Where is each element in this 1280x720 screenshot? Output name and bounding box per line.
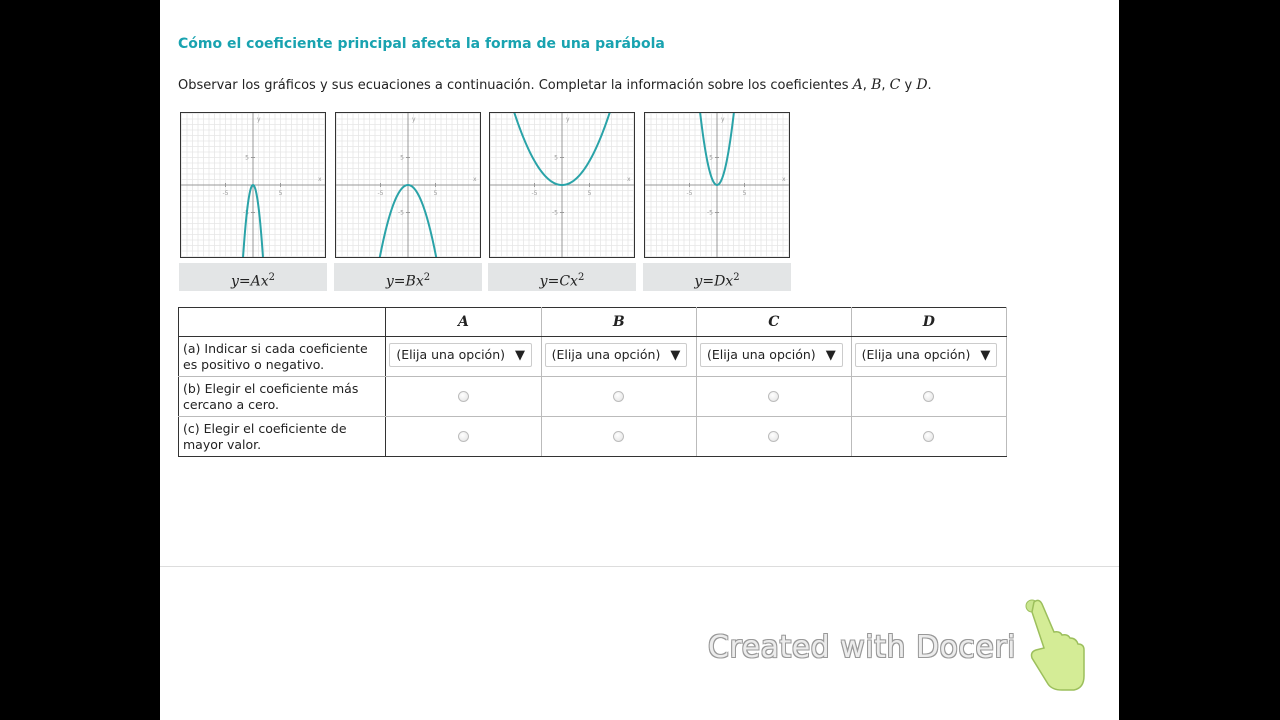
pointing-hand-icon	[1022, 598, 1086, 692]
page-title: Cómo el coeficiente principal afecta la forma de una parábola	[178, 36, 665, 52]
select-placeholder: (Elija una opción)	[396, 346, 505, 362]
radio-button[interactable]	[768, 391, 779, 402]
radio-cell	[697, 377, 852, 417]
var-c: C	[889, 77, 901, 93]
radio-button[interactable]	[768, 431, 779, 442]
equation-coefficient: C	[559, 273, 571, 290]
row-label: (a) Indicar si cada coeficiente es positivo o negativo.	[179, 337, 386, 377]
radio-button[interactable]	[458, 431, 469, 442]
divider	[160, 566, 1119, 567]
graph-canvas	[645, 113, 789, 257]
select-cell	[851, 337, 1006, 377]
equation-prefix: y=	[694, 273, 715, 290]
instructions	[178, 77, 932, 93]
dropdown-arrow-icon: ▼	[515, 347, 525, 363]
equation-coefficient: B	[405, 273, 416, 290]
dropdown-arrow-icon: ▼	[670, 347, 681, 363]
radio-button[interactable]	[613, 431, 624, 442]
var-d: D	[916, 77, 928, 93]
conj: y	[900, 78, 917, 93]
column-header: B	[541, 308, 696, 337]
parabola-graph	[644, 112, 790, 258]
equation-exponent: 2	[268, 272, 276, 283]
coefficient-table	[178, 307, 1007, 457]
equation-caption	[334, 263, 482, 291]
y-tick-label: 5	[554, 154, 558, 162]
select-placeholder: (Elija una opción)	[861, 346, 971, 362]
equation-variable: x	[725, 273, 734, 290]
row-label: (c) Elegir el coeficiente de mayor valor.	[179, 417, 386, 457]
x-tick-label: 5	[278, 190, 283, 197]
table-row	[179, 377, 1007, 417]
radio-cell	[851, 377, 1006, 417]
radio-cell	[386, 417, 541, 457]
watermark-text: Created with Doceri	[708, 630, 1017, 665]
y-tick-label: -5	[707, 209, 713, 217]
y-axis-label: y	[721, 116, 725, 123]
select-cell	[541, 337, 696, 377]
sign-select[interactable]	[700, 343, 843, 367]
y-tick-label: -5	[552, 209, 558, 217]
y-tick-label: 5	[709, 154, 713, 162]
parabola-graph	[489, 112, 635, 258]
parabola-graph	[180, 112, 326, 258]
radio-cell	[851, 417, 1006, 457]
sep: ,	[862, 78, 872, 93]
sep: ,	[881, 78, 890, 93]
instructions-text: Observar los gráficos y sus ecuaciones a continuación. Completar la información sobre los coeficientes	[178, 78, 853, 93]
equation-prefix: y=	[230, 273, 251, 290]
radio-button[interactable]	[923, 431, 934, 442]
equation-prefix: y=	[539, 273, 560, 290]
graph-canvas	[181, 113, 325, 257]
x-tick-label: 5	[587, 190, 592, 197]
equation-caption	[179, 263, 327, 291]
y-tick-label: -5	[398, 209, 404, 217]
equation-coefficient: D	[714, 273, 726, 290]
x-axis-label: x	[473, 176, 477, 183]
radio-button[interactable]	[458, 391, 469, 402]
radio-button[interactable]	[613, 391, 624, 402]
x-tick-label: -5	[531, 190, 538, 197]
y-tick-label: 5	[400, 154, 404, 162]
select-placeholder: (Elija una opción)	[551, 346, 661, 362]
sign-select[interactable]	[545, 343, 688, 367]
var-a: A	[852, 77, 863, 93]
sign-select[interactable]	[855, 343, 998, 367]
column-header: A	[386, 308, 541, 337]
radio-cell	[386, 377, 541, 417]
radio-cell	[541, 377, 696, 417]
table-row	[179, 417, 1007, 457]
content-page	[160, 0, 1119, 720]
select-cell	[386, 337, 541, 377]
period: .	[927, 78, 932, 93]
x-axis-label: x	[318, 176, 322, 183]
equation-exponent: 2	[577, 272, 585, 283]
dropdown-arrow-icon: ▼	[980, 347, 991, 363]
column-header: C	[697, 308, 852, 337]
x-axis-label: x	[627, 176, 631, 183]
y-axis-label: y	[566, 116, 570, 123]
x-tick-label: 5	[742, 190, 747, 197]
equation-caption	[488, 263, 636, 291]
x-tick-label: 5	[433, 190, 438, 197]
select-placeholder: (Elija una opción)	[707, 346, 816, 362]
y-tick-label: 5	[245, 154, 249, 162]
y-tick-label: -5	[243, 209, 249, 217]
equation-prefix: y=	[385, 273, 406, 290]
equation-coefficient: A	[250, 273, 261, 290]
row-label: (b) Elegir el coeficiente más cercano a cero.	[179, 377, 386, 417]
dropdown-arrow-icon: ▼	[825, 347, 836, 363]
x-tick-label: -5	[377, 190, 384, 197]
y-axis-label: y	[412, 116, 416, 123]
table-row	[179, 337, 1007, 377]
sign-select[interactable]	[389, 343, 532, 367]
radio-cell	[697, 417, 852, 457]
graph-canvas	[336, 113, 480, 257]
equation-variable: x	[570, 273, 578, 290]
equation-exponent: 2	[733, 272, 740, 283]
table-corner	[179, 308, 386, 337]
coefficient-table-wrap	[178, 307, 1007, 459]
column-header: D	[851, 308, 1006, 337]
y-axis-label: y	[257, 116, 261, 123]
equation-variable: x	[260, 273, 269, 290]
equation-exponent: 2	[423, 272, 431, 283]
parabola-graph	[335, 112, 481, 258]
equation-variable: x	[415, 273, 424, 290]
graph-canvas	[490, 113, 634, 257]
var-b: B	[871, 77, 882, 93]
select-cell	[697, 337, 852, 377]
radio-cell	[541, 417, 696, 457]
x-tick-label: -5	[222, 190, 229, 197]
equation-caption	[643, 263, 791, 291]
x-axis-label: x	[782, 176, 786, 183]
x-tick-label: -5	[686, 190, 693, 197]
radio-button[interactable]	[923, 391, 934, 402]
